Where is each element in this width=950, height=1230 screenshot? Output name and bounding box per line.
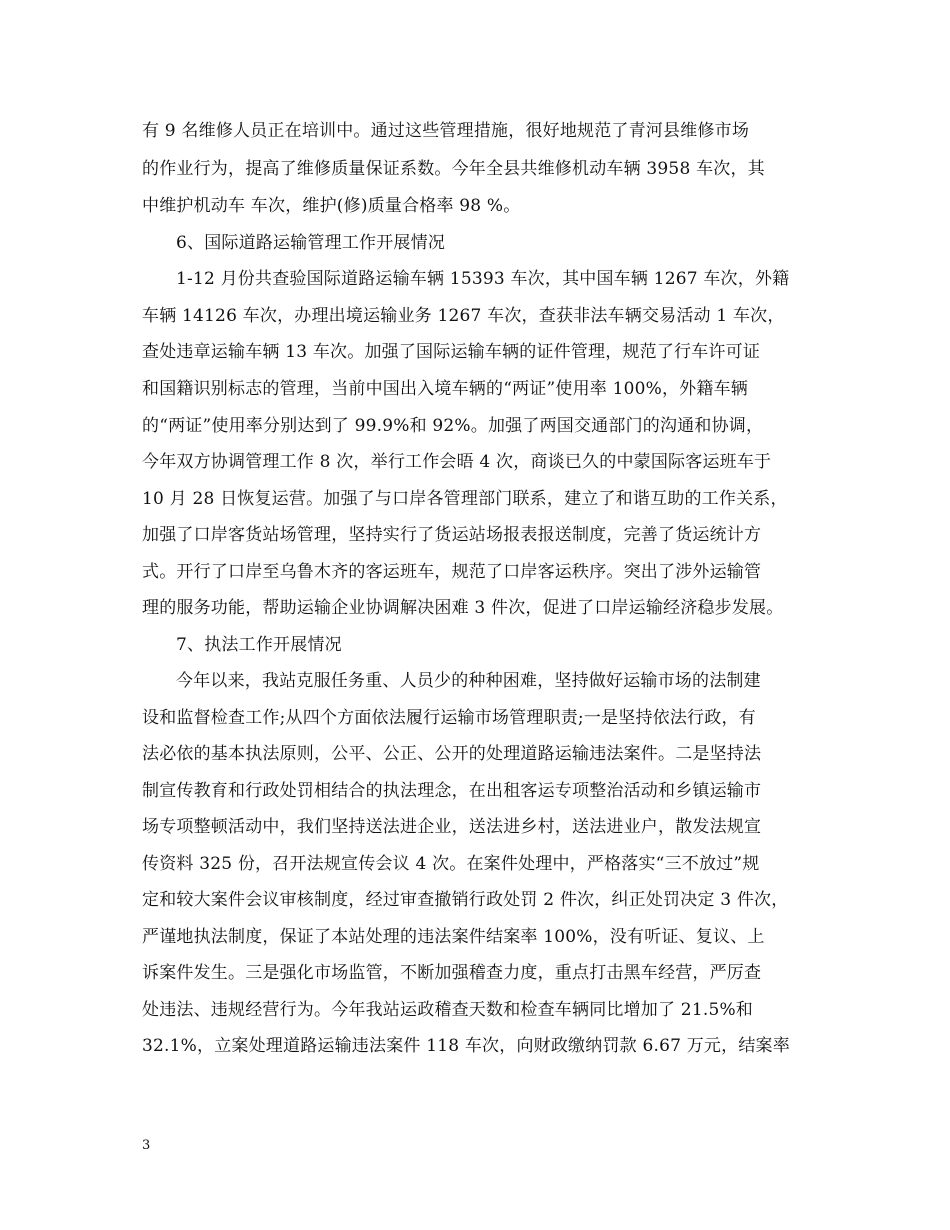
text-line: 定和较大案件会议审核制度，经过审查撤销行政处罚 2 件次，纠正处罚决定 3 件次， [142,890,789,910]
text-line: 有 9 名维修人员正在培训中。通过这些管理措施，很好地规范了青河县维修市场 [142,121,750,141]
text-line: 车辆 14126 车次，办理出境运输业务 1267 车次，查获非法车辆交易活动 1 车次， [142,306,785,326]
text-line: 的“两证”使用率分别达到了 99.9%和 92%。加强了两国交通部门的沟通和协调， [142,416,764,436]
text-line: 查处违章运输车辆 13 车次。加强了国际运输车辆的证件管理，规范了行车许可证 [142,342,761,362]
text-line: 加强了口岸客货站场管理，坚持实行了货运站场报表报送制度，完善了货运统计方 [142,525,762,545]
text-line: 10 月 28 日恢复运营。加强了与口岸各管理部门联系，建立了和谐互助的工作关系， [142,489,788,509]
text-line: 式。开行了口岸至乌鲁木齐的客运班车，规范了口岸客运秩序。突出了涉外运输管 [142,562,762,582]
text-line: 32.1%，立案处理道路运输违法案件 118 车次，向财政缴纳罚款 6.67 万元，结案率 [142,1036,790,1056]
text-line: 和国籍识别标志的管理，当前中国出入境车辆的“两证”使用率 100%，外籍车辆 [142,379,748,399]
text-line: 法必依的基本执法原则，公平、公正、公开的处理道路运输违法案件。二是坚持法 [142,744,762,764]
text-line: 制宣传教育和行政处罚相结合的执法理念，在出租客运专项整治活动和乡镇运输市 [142,781,762,801]
text-line: 处违法、违规经营行为。今年我站运政稽查天数和检查车辆同比增加了 21.5%和 [142,1000,754,1020]
text-line: 中维护机动车 车次，维护(修)质量合格率 98 %。 [142,196,521,216]
text-line: 场专项整顿活动中，我们坚持送法进企业，送法进乡村，送法进业户，散发法规宣 [142,817,762,837]
text-line: 的作业行为，提高了维修质量保证系数。今年全县共维修机动车辆 3958 车次，其 [142,159,765,179]
text-line: 诉案件发生。三是强化市场监管，不断加强稽查力度，重点打击黑车经营，严厉查 [142,963,762,983]
text-line: 理的服务功能，帮助运输企业协调解决困难 3 件次，促进了口岸运输经济稳步发展。 [142,598,784,618]
section-heading: 6、国际道路运输管理工作开展情况 [176,233,446,253]
text-line: 今年双方协调管理工作 8 次，举行工作会晤 4 次，商谈已久的中蒙国际客运班车于 [142,452,772,472]
section-heading: 7、执法工作开展情况 [176,635,342,655]
page-number: 3 [142,1138,151,1153]
text-line: 设和监督检查工作;从四个方面依法履行运输市场管理职责;一是坚持依法行政，有 [142,708,756,728]
text-line: 1-12 月份共查验国际道路运输车辆 15393 车次，其中国车辆 1267 车次，外籍 [176,269,790,289]
text-line: 传资料 325 份，召开法规宣传会议 4 次。在案件处理中，严格落实“三不放过”规 [142,854,760,874]
text-line: 今年以来，我站克服任务重、人员少的种种困难，坚持做好运输市场的法制建 [176,671,761,691]
text-line: 严谨地执法制度，保证了本站处理的违法案件结案率 100%，没有听证、复议、上 [142,927,765,947]
